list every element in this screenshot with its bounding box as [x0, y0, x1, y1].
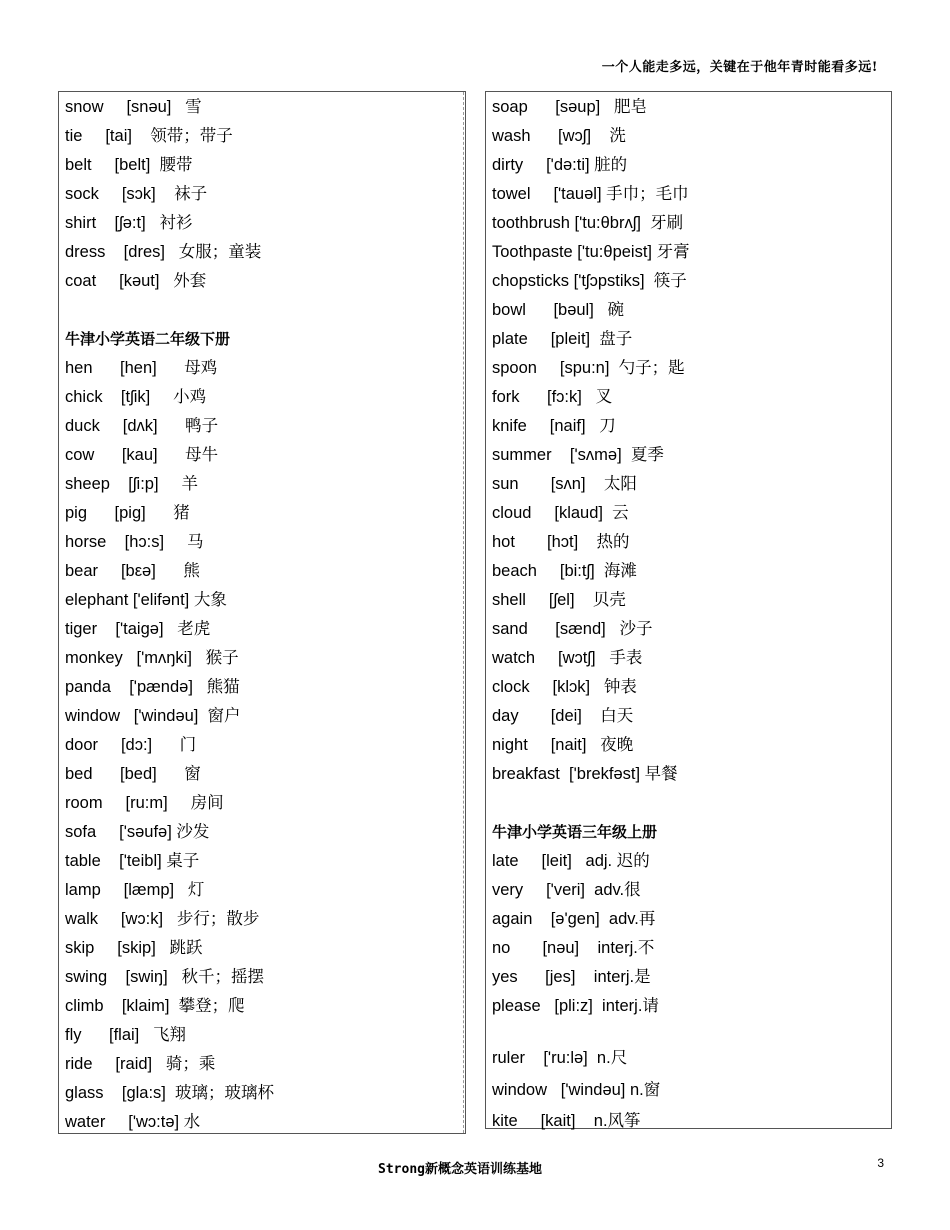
blank-line — [492, 789, 891, 818]
vocabulary-entry: cow [kau] 母牛 — [65, 446, 219, 464]
vocabulary-entry: spoon [spu:n] 勺子；匙 — [492, 359, 685, 377]
vocabulary-entry: please [pli:z] interj.请 — [492, 997, 659, 1015]
vocabulary-entry: sofa ['səufə] 沙发 — [65, 823, 210, 841]
vocabulary-entry: walk [wɔ:k] 步行；散步 — [65, 910, 260, 928]
section-heading: 牛津小学英语二年级下册 — [65, 330, 231, 348]
vocabulary-entry: shirt [ʃə:t] 衬衫 — [65, 214, 193, 232]
blank-line — [65, 296, 465, 325]
vocabulary-entry: duck [dʌk] 鸭子 — [65, 417, 219, 435]
vocabulary-entry: again [ə'gen] adv.再 — [492, 910, 656, 928]
vocabulary-entry: swing [swiŋ] 秋千；摇摆 — [65, 968, 264, 986]
vocabulary-entry: bear [bεə] 熊 — [65, 562, 200, 580]
vocabulary-entry: table ['teibl] 桌子 — [65, 852, 200, 870]
vocabulary-entry: climb [klaim] 攀登；爬 — [65, 997, 245, 1015]
vocabulary-entry: soap [səup] 肥皂 — [492, 98, 647, 116]
vocabulary-entry: toothbrush ['tu:θbrʌʃ] 牙刷 — [492, 214, 684, 232]
vocabulary-entry: tiger ['taigə] 老虎 — [65, 620, 211, 638]
vocabulary-entry: sheep [ʃi:p] 羊 — [65, 475, 198, 493]
vocabulary-entry: chopsticks ['tʃɔpstiks] 筷子 — [492, 272, 687, 290]
page-number: 3 — [877, 1156, 884, 1170]
vocabulary-entry: elephant ['elifənt] 大象 — [65, 591, 227, 609]
vocabulary-entry: window ['windəu] n.窗 — [492, 1080, 661, 1099]
vocabulary-entry: water ['wɔ:tə] 水 — [65, 1113, 201, 1131]
vocabulary-entry: hen [hen] 母鸡 — [65, 359, 218, 377]
vocabulary-entry: dress [dres] 女服；童装 — [65, 243, 262, 261]
vocabulary-entry: fly [flai] 飞翔 — [65, 1026, 187, 1044]
vocabulary-entry: glass [gla:s] 玻璃；玻璃杯 — [65, 1084, 275, 1102]
vocabulary-entry: room [ru:m] 房间 — [65, 794, 224, 812]
vocabulary-entry: panda ['pændə] 熊猫 — [65, 678, 240, 696]
vocabulary-entry: Toothpaste ['tu:θpeist] 牙膏 — [492, 243, 690, 261]
vocabulary-entry: hot [hɔt] 热的 — [492, 533, 630, 551]
vocabulary-entry: yes [jes] interj.是 — [492, 968, 651, 986]
vocabulary-entry: monkey ['mʌŋki] 猴子 — [65, 649, 239, 667]
vocabulary-entry: skip [skip] 跳跃 — [65, 939, 203, 957]
vocabulary-entry: door [dɔ:] 门 — [65, 736, 197, 754]
section-heading: 牛津小学英语三年级上册 — [492, 823, 658, 841]
vocabulary-entry: sock [sɔk] 袜子 — [65, 185, 208, 203]
vocabulary-entry: late [leit] adj. 迟的 — [492, 852, 650, 870]
vocabulary-entry: ruler ['ru:lə] n.尺 — [492, 1049, 628, 1067]
vocabulary-entry: bed [bed] 窗 — [65, 765, 201, 783]
header-slogan: 一个人能走多远，关键在于他年青时能看多远! — [601, 60, 878, 75]
blank-line — [492, 1021, 891, 1043]
vocabulary-entry: towel ['tauəl] 手巾；毛巾 — [492, 185, 689, 203]
vocabulary-entry: chick [tʃik] 小鸡 — [65, 388, 207, 406]
vocabulary-entry: very ['veri] adv.很 — [492, 881, 641, 899]
vocabulary-entry: horse [hɔ:s] 马 — [65, 533, 204, 551]
vocabulary-entry: belt [belt] 腰带 — [65, 156, 193, 174]
vocabulary-entry: shell [ʃel] 贝壳 — [492, 591, 626, 609]
vocabulary-entry: lamp [læmp] 灯 — [65, 881, 205, 899]
footer-title: Strong新概念英语训练基地 — [378, 1162, 542, 1177]
vocabulary-entry: no [nəu] interj.不 — [492, 939, 655, 957]
vocabulary-entry: summer ['sʌmə] 夏季 — [492, 446, 664, 464]
vocabulary-entry: sun [sʌn] 太阳 — [492, 475, 637, 493]
vocabulary-column-left — [58, 91, 466, 1134]
vocabulary-entry: snow [snəu] 雪 — [65, 98, 202, 116]
vocabulary-entry: watch [wɔtʃ] 手表 — [492, 649, 643, 667]
vocabulary-entry: coat [kəut] 外套 — [65, 272, 207, 290]
vocabulary-entry: knife [naif] 刀 — [492, 417, 616, 435]
vocabulary-entry: day [dei] 白天 — [492, 707, 634, 725]
vocabulary-column-right — [485, 91, 892, 1129]
vocabulary-entry: fork [fɔ:k] 叉 — [492, 388, 613, 406]
vocabulary-entry: dirty ['də:ti] 脏的 — [492, 156, 628, 174]
vocabulary-entry: sand [sænd] 沙子 — [492, 620, 653, 638]
vocabulary-entry: beach [bi:tʃ] 海滩 — [492, 562, 637, 580]
vocabulary-entry: bowl [bəul] 碗 — [492, 301, 625, 319]
vocabulary-entry: kite [kait] n.风筝 — [492, 1112, 641, 1130]
vocabulary-entry: plate [pleit] 盘子 — [492, 330, 633, 348]
vocabulary-entry: pig [pig] 猪 — [65, 504, 190, 522]
vocabulary-entry: wash [wɔʃ] 洗 — [492, 127, 626, 145]
vocabulary-entry: night [nait] 夜晚 — [492, 736, 634, 754]
vocabulary-entry: ride [raid] 骑；乘 — [65, 1055, 216, 1073]
vocabulary-entry: breakfast ['brekfəst] 早餐 — [492, 765, 678, 783]
vocabulary-entry: cloud [klaud] 云 — [492, 504, 629, 522]
vocabulary-entry: clock [klɔk] 钟表 — [492, 678, 637, 696]
vocabulary-entry: tie [tai] 领带；带子 — [65, 127, 233, 145]
vocabulary-entry: window ['windəu] 窗户 — [65, 707, 241, 725]
